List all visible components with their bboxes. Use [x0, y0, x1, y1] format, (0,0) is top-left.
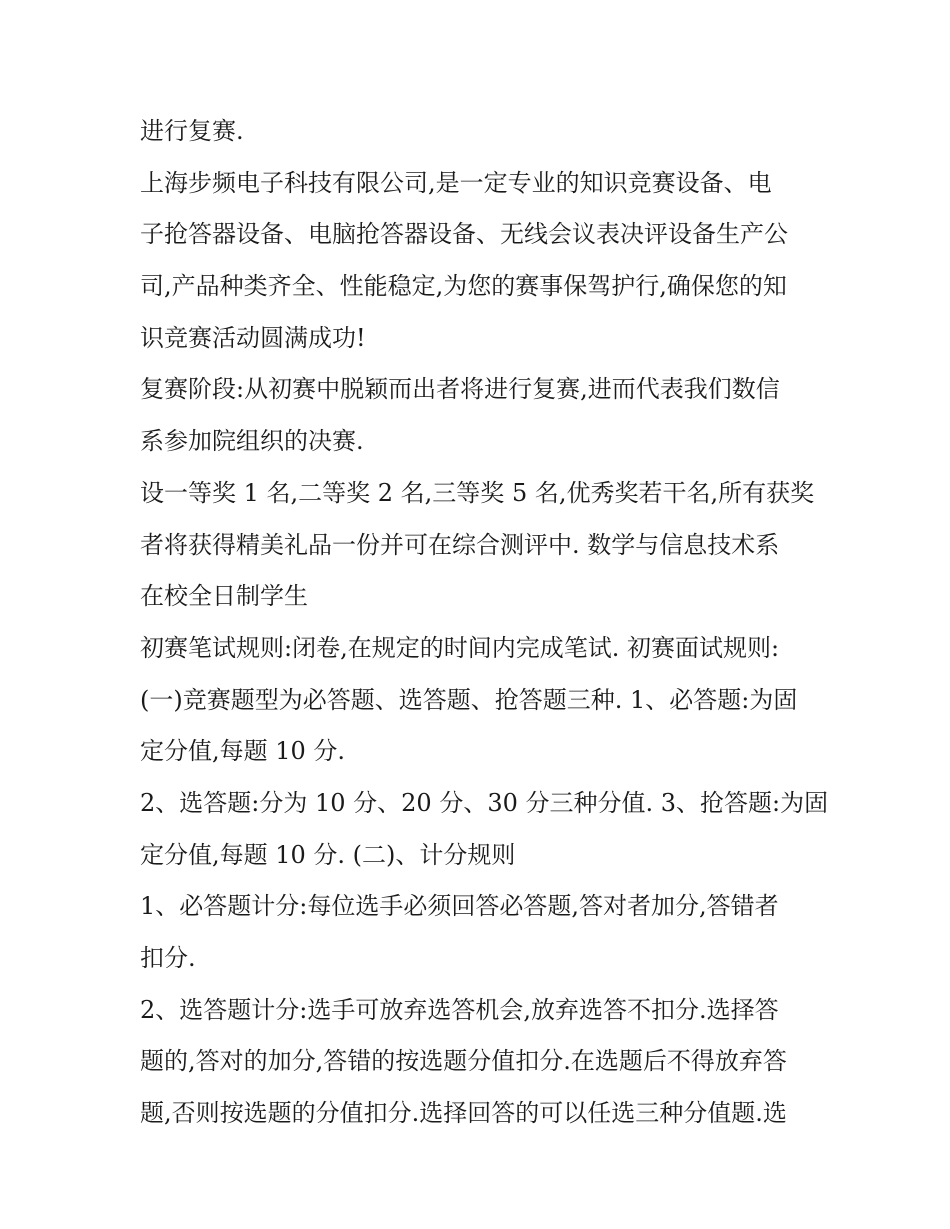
text-line: 题的,答对的加分,答错的按选题分值扣分.在选题后不得放弃答: [140, 1047, 787, 1076]
text-line: 1、必答题计分:每位选手必须回答必答题,答对者加分,答错者: [140, 892, 779, 921]
text-line: 进行复赛.: [140, 117, 244, 145]
document-body: [140, 106, 829, 1140]
text-line: 系参加院组织的决赛.: [140, 427, 364, 456]
text-line: 2、选答题计分:选手可放弃选答机会,放弃选答不扣分.选择答: [140, 995, 779, 1024]
text-line: 识竞赛活动圆满成功!: [140, 323, 366, 352]
text-line: 定分值,每题 10 分. (二)、计分规则: [140, 840, 516, 869]
text-line: 复赛阶段:从初赛中脱颖而出者将进行复赛,进而代表我们数信: [140, 375, 780, 404]
text-line: 在校全日制学生: [140, 582, 308, 611]
text-line: 2、选答题:分为 10 分、20 分、30 分三种分值. 3、抢答题:为固: [140, 788, 829, 817]
text-line: 题,否则按选题的分值扣分.选择回答的可以任选三种分值题.选: [140, 1099, 787, 1128]
text-line: (一)竞赛题型为必答题、选答题、抢答题三种. 1、必答题:为固: [140, 685, 798, 714]
text-line: 司,产品种类齐全、性能稳定,为您的赛事保驾护行,确保您的知: [140, 272, 787, 301]
text-line: 者将获得精美礼品一份并可在综合测评中. 数学与信息技术系: [140, 530, 780, 559]
text-line: 扣分.: [140, 944, 196, 972]
text-line: 上海步频电子科技有限公司,是一定专业的知识竞赛设备、电: [140, 168, 772, 197]
text-line: 定分值,每题 10 分.: [140, 737, 346, 766]
text-line: 设一等奖 1 名,二等奖 2 名,三等奖 5 名,优秀奖若干名,所有获奖: [140, 478, 815, 507]
text-line: 初赛笔试规则:闭卷,在规定的时间内完成笔试. 初赛面试规则:: [140, 633, 780, 662]
text-line: 子抢答器设备、电脑抢答器设备、无线会议表决评设备生产公: [140, 220, 788, 249]
